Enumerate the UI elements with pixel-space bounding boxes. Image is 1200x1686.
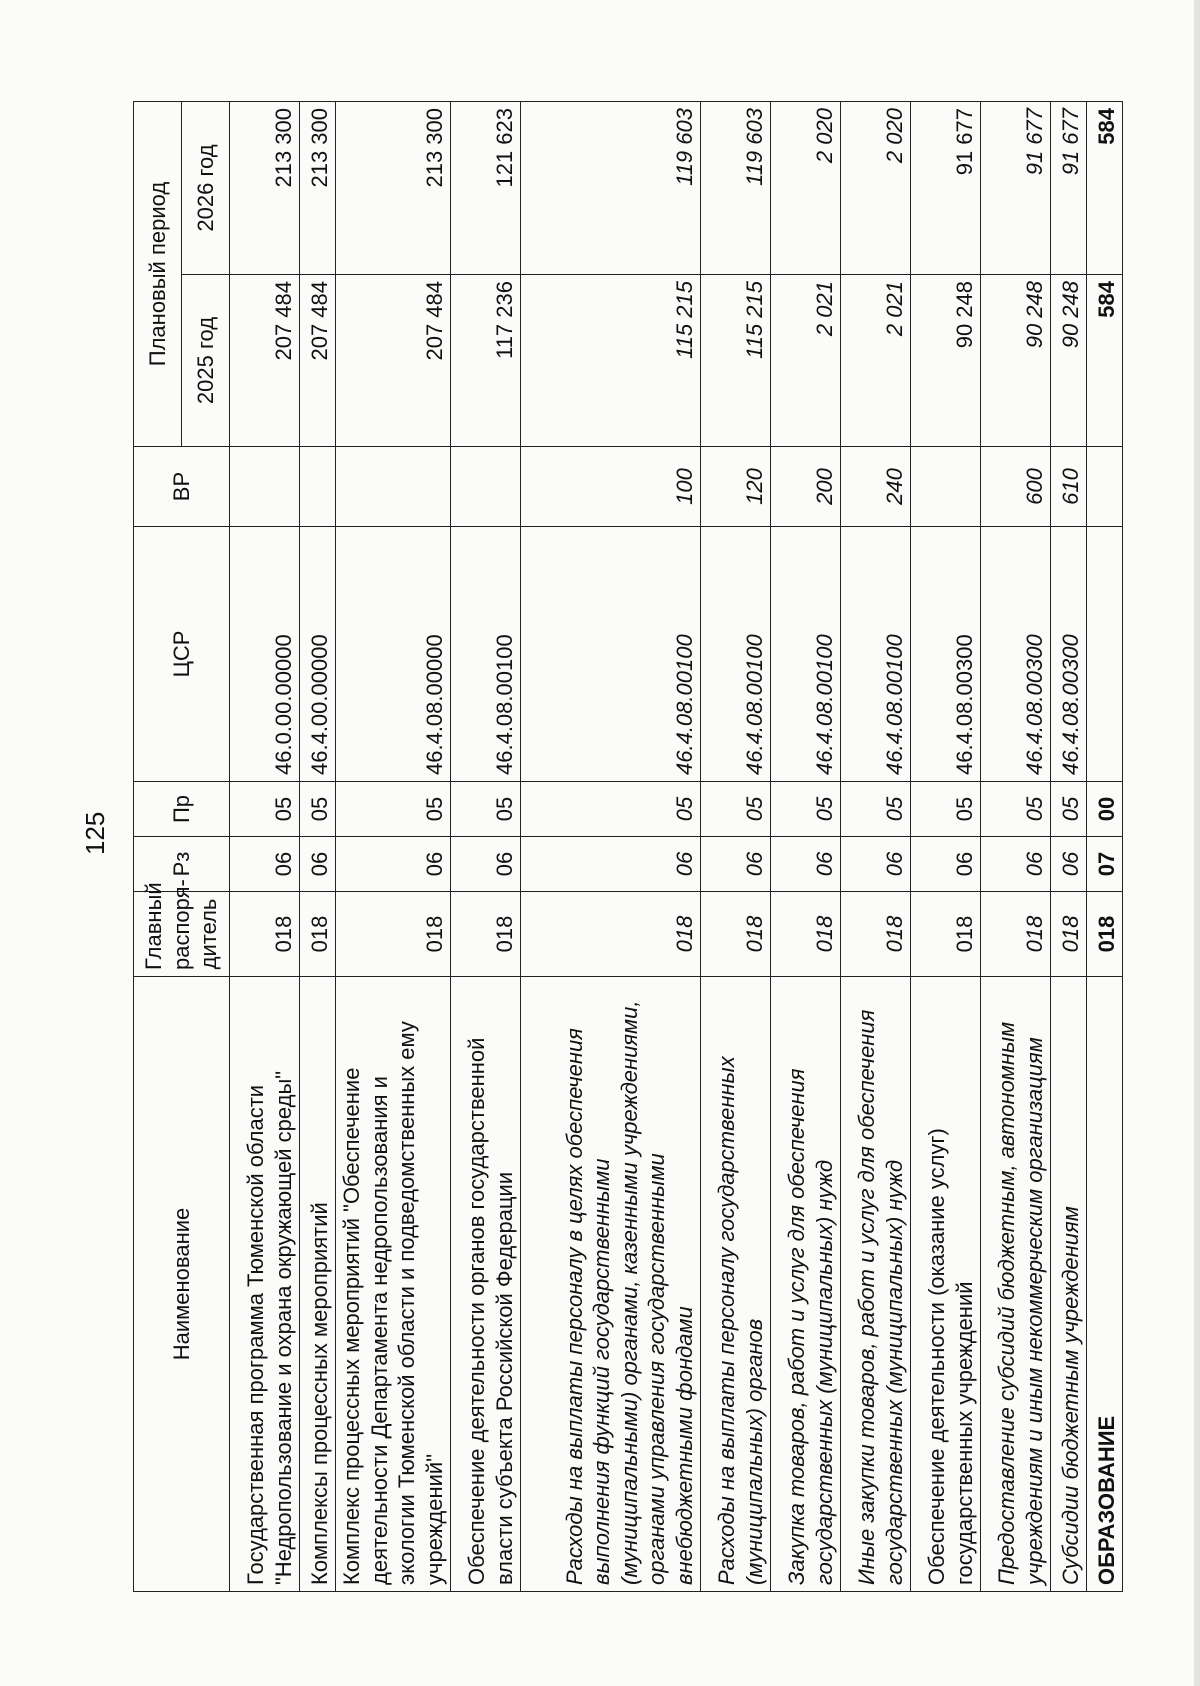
cell-2025: 117 236 [451, 275, 521, 447]
cell-csr [1087, 527, 1123, 782]
cell-name: Комплекс процессных мероприятий "Обеспечение деятельности Департамента недропользования и экологии Тюменской области и подведомственных ему учреждений" [336, 977, 451, 1592]
page-number: 125 [80, 811, 110, 855]
cell-vr [300, 447, 336, 527]
cell-pr: 05 [1051, 782, 1087, 837]
cell-glav: 018 [841, 892, 911, 977]
cell-pr: 05 [701, 782, 771, 837]
cell-vr [911, 447, 981, 527]
cell-pr: 05 [981, 782, 1051, 837]
cell-pr: 05 [336, 782, 451, 837]
cell-glav: 018 [451, 892, 521, 977]
table-row [336, 102, 451, 1592]
cell-name: Расходы на выплаты персоналу в целях обеспечения выполнения функций государственными (муниципальными) органами, казенными учреждениями, органами управления государственными внебюджетными фондами [521, 977, 701, 1592]
cell-name: Обеспечение деятельности органов государственной власти субъекта Российской Федерации [451, 977, 521, 1592]
cell-2025: 90 248 [1051, 275, 1087, 447]
cell-2025: 90 248 [981, 275, 1051, 447]
cell-rz: 06 [981, 837, 1051, 892]
cell-2026: 119 603 [701, 102, 771, 275]
header-glav: Главный распоря-дитель [134, 892, 230, 977]
cell-2026: 91 677 [981, 102, 1051, 275]
cell-vr [1087, 447, 1123, 527]
cell-rz: 06 [1051, 837, 1087, 892]
table-row [911, 102, 981, 1592]
cell-2025: 584 [1087, 275, 1123, 447]
cell-name: Закупка товаров, работ и услуг для обеспечения государственных (муниципальных) нужд [771, 977, 841, 1592]
header-vr: ВР [134, 447, 230, 527]
cell-pr: 05 [300, 782, 336, 837]
cell-csr: 46.4.08.00100 [451, 527, 521, 782]
cell-pr: 05 [451, 782, 521, 837]
cell-csr: 46.4.08.00300 [1051, 527, 1087, 782]
cell-name: Расходы на выплаты персоналу государственных (муниципальных) органов [701, 977, 771, 1592]
cell-pr: 05 [521, 782, 701, 837]
cell-2025: 207 484 [300, 275, 336, 447]
cell-name: Государственная программа Тюменской области "Недропользование и охрана окружающей среды" [230, 977, 300, 1592]
cell-rz: 06 [521, 837, 701, 892]
cell-glav: 018 [911, 892, 981, 977]
cell-name: Обеспечение деятельности (оказание услуг) государственных учреждений [911, 977, 981, 1592]
cell-rz: 06 [701, 837, 771, 892]
cell-2025: 207 484 [336, 275, 451, 447]
budget-table-sheet [133, 102, 1119, 1592]
cell-csr: 46.4.08.00000 [336, 527, 451, 782]
cell-vr: 610 [1051, 447, 1087, 527]
header-2026: 2026 год [182, 102, 230, 275]
cell-csr: 46.0.00.00000 [230, 527, 300, 782]
cell-rz: 06 [300, 837, 336, 892]
cell-rz: 06 [451, 837, 521, 892]
cell-2026: 119 603 [521, 102, 701, 275]
cell-pr: 05 [911, 782, 981, 837]
header-name: Наименование [134, 977, 230, 1592]
cell-glav: 018 [771, 892, 841, 977]
cell-vr [451, 447, 521, 527]
cell-glav: 018 [336, 892, 451, 977]
cell-pr: 00 [1087, 782, 1123, 837]
cell-vr: 240 [841, 447, 911, 527]
cell-2025: 207 484 [230, 275, 300, 447]
header-2025: 2025 год [182, 275, 230, 447]
cell-2026: 2 020 [841, 102, 911, 275]
table-row [771, 102, 841, 1592]
cell-rz: 06 [841, 837, 911, 892]
budget-table [133, 101, 1123, 1592]
cell-csr: 46.4.08.00100 [841, 527, 911, 782]
cell-vr [230, 447, 300, 527]
header-csr: ЦСР [134, 527, 230, 782]
header-pr: Пр [134, 782, 230, 837]
table-row [701, 102, 771, 1592]
header-rz: Рз [134, 837, 230, 892]
cell-pr: 05 [230, 782, 300, 837]
cell-csr: 46.4.08.00300 [911, 527, 981, 782]
cell-name: Комплексы процессных мероприятий [300, 977, 336, 1592]
cell-rz: 07 [1087, 837, 1123, 892]
table-row [1051, 102, 1087, 1592]
cell-2025: 2 021 [841, 275, 911, 447]
cell-glav: 018 [981, 892, 1051, 977]
header-plan-period: Плановый период [134, 102, 182, 447]
cell-name: Предоставление субсидий бюджетным, автономным учреждениям и иным некоммерческим организациям [981, 977, 1051, 1592]
table-row [841, 102, 911, 1592]
cell-name: Субсидии бюджетным учреждениям [1051, 977, 1087, 1592]
cell-glav: 018 [701, 892, 771, 977]
cell-vr [336, 447, 451, 527]
table-row [300, 102, 336, 1592]
scan-edge [1194, 0, 1200, 1686]
table-row [451, 102, 521, 1592]
cell-2026: 121 623 [451, 102, 521, 275]
cell-csr: 46.4.08.00100 [771, 527, 841, 782]
cell-2025: 115 215 [521, 275, 701, 447]
cell-csr: 46.4.08.00300 [981, 527, 1051, 782]
cell-2026: 213 300 [336, 102, 451, 275]
table-row [981, 102, 1051, 1592]
cell-name: Иные закупки товаров, работ и услуг для обеспечения государственных (муниципальных) нужд [841, 977, 911, 1592]
cell-2026: 213 300 [300, 102, 336, 275]
cell-2025: 2 021 [771, 275, 841, 447]
cell-rz: 06 [911, 837, 981, 892]
cell-2026: 91 677 [1051, 102, 1087, 275]
cell-vr: 200 [771, 447, 841, 527]
table-row [1087, 102, 1123, 1592]
cell-2025: 90 248 [911, 275, 981, 447]
cell-glav: 018 [521, 892, 701, 977]
cell-rz: 06 [230, 837, 300, 892]
cell-2026: 91 677 [911, 102, 981, 275]
cell-csr: 46.4.08.00100 [701, 527, 771, 782]
cell-2025: 115 215 [701, 275, 771, 447]
header-row [134, 102, 182, 1592]
cell-vr: 120 [701, 447, 771, 527]
cell-csr: 46.4.08.00100 [521, 527, 701, 782]
cell-pr: 05 [841, 782, 911, 837]
cell-rz: 06 [336, 837, 451, 892]
cell-csr: 46.4.00.00000 [300, 527, 336, 782]
cell-rz: 06 [771, 837, 841, 892]
cell-vr: 100 [521, 447, 701, 527]
table-row [230, 102, 300, 1592]
cell-glav: 018 [300, 892, 336, 977]
cell-2026: 213 300 [230, 102, 300, 275]
cell-glav: 018 [1051, 892, 1087, 977]
table-row [521, 102, 701, 1592]
cell-2026: 2 020 [771, 102, 841, 275]
cell-glav: 018 [230, 892, 300, 977]
cell-vr: 600 [981, 447, 1051, 527]
cell-2026: 584 [1087, 102, 1123, 275]
cell-glav: 018 [1087, 892, 1123, 977]
cell-name: ОБРАЗОВАНИЕ [1087, 977, 1123, 1592]
cell-pr: 05 [771, 782, 841, 837]
